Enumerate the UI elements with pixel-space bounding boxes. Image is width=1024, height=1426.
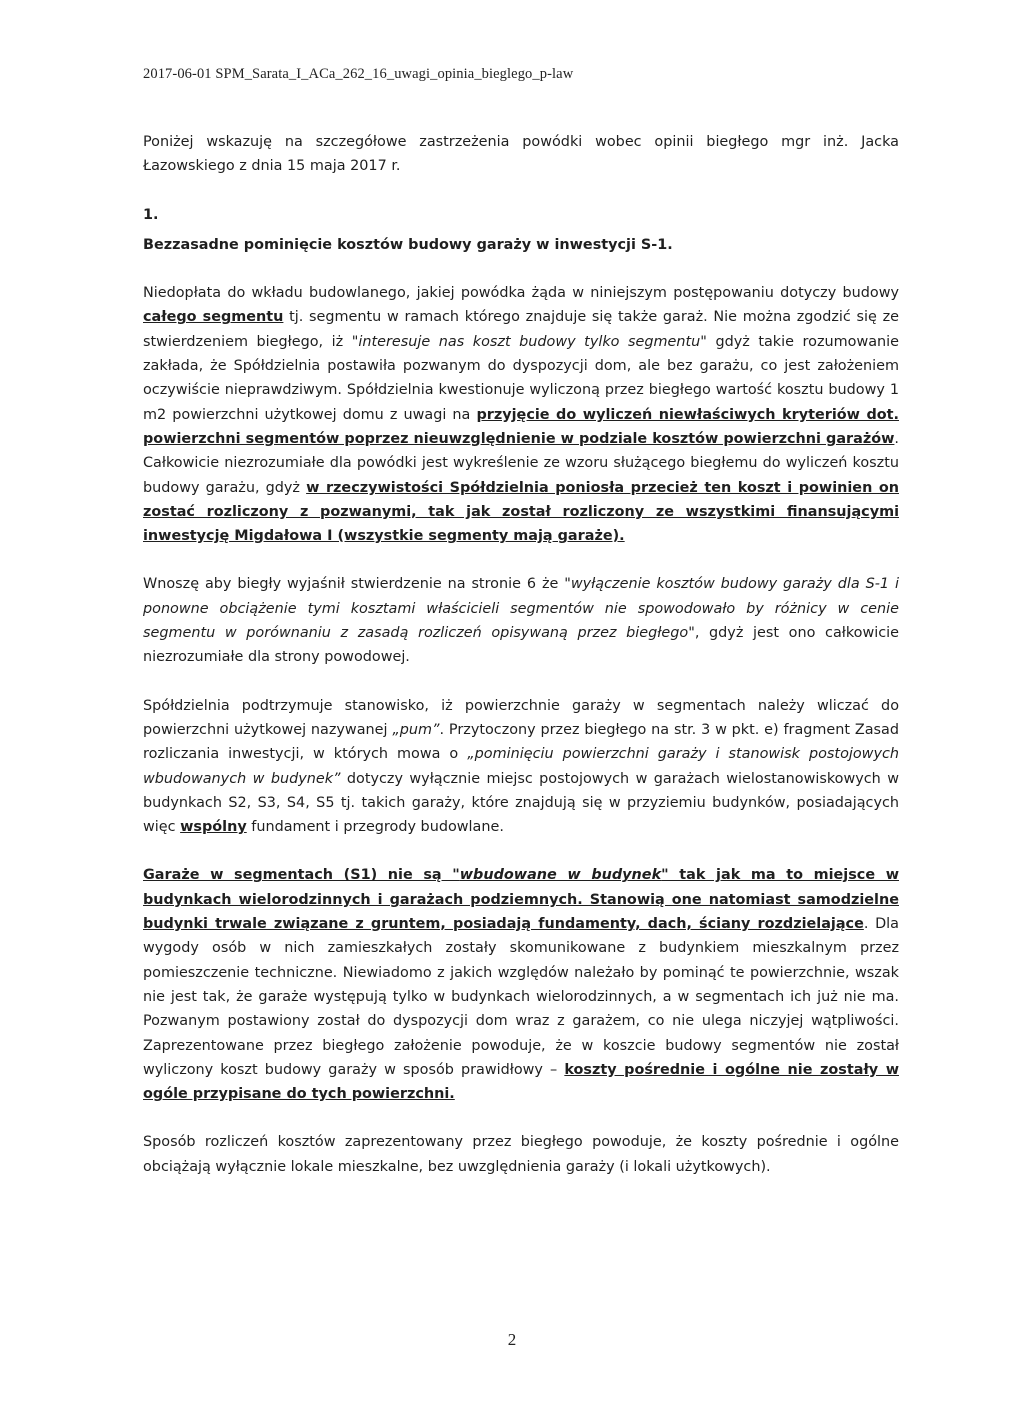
page-number: 2 bbox=[507, 1330, 517, 1349]
p4-text-1: . Dla wygody osób w nich zamieszkałych zostały skomunikowane z budynkiem mieszkalnym przez pomieszczenie techniczne. Niewiadomo z jakich względów należało by pominąć te powierzchnie, wszak nie jest tak, że garaże występują tylko w budynkach wielorodzinnych, a w segmentach ich już nie ma. Pozwanym postawiony został do dyspozycji dom wraz z garażem, co nie ulega niczyjej wątpliwości. Zaprezentowane przez biegłego założenie powoduje, że w koszcie budowy segmentów nie został wyliczony koszt budowy garaży w sposób prawidłowy – bbox=[143, 916, 899, 1078]
p3-text-1: Spółdzielnia podtrzymuje stanowisko, iż powierzchnie garaży w segmentach należy wliczać do powierzchni użytkowej nazywanej bbox=[143, 697, 899, 738]
p3-underline-wspolny: wspólny bbox=[180, 819, 247, 836]
p4-underline-italic: wbudowane w budynek bbox=[459, 867, 662, 884]
p3-text-3: dotyczy wyłącznie miejsc postojowych w garażach wielostanowiskowych w budynkach S2, S3, S4, S5 tj. takich garaży, które znajdują się w przyziemiu budynków, posiadających więc bbox=[143, 770, 899, 836]
p1-text-3: " gdyż takie rozumowanie zakłada, że Spółdzielnia postawiła pozwanym do dyspozycji dom, ale bez garażu, co jest założeniem oczywiście nieprawdziwym. Spółdzielnia kwestionuje wyliczoną przez biegłego wartość kosztu budowy 1 m2 powierzchni użytkowej domu z uwagi na bbox=[143, 333, 900, 423]
p1-underline-2: przyjęcie do wyliczeń niewłaściwych kryteriów dot. powierzchni segmentów poprzez nieuwzględnienie w podziale kosztów powierzchni garażów bbox=[143, 406, 899, 447]
p1-text-4: . Całkowicie niezrozumiałe dla powódki jest wykreślenie ze wzoru służącego biegłemu do wyliczeń kosztu budowy garażu, gdyż bbox=[143, 430, 899, 496]
intro-paragraph: Poniżej wskazuję na szczegółowe zastrzeżenia powódki wobec opinii biegłego mgr inż. Jacka Łazowskiego z dnia 15 maja 2017 r. bbox=[143, 134, 899, 175]
p3-text-4: fundament i przegrody budowlane. bbox=[246, 819, 504, 836]
p1-underline-1: całego segmentu bbox=[143, 309, 284, 326]
p3-italic-quote: „pominięciu powierzchni garaży i stanowisk postojowych wbudowanych w budynek” bbox=[143, 746, 899, 787]
p1-text-2: tj. segmentu w ramach którego znajduje się także garaż. Nie można zgodzić się ze stwierdzeniem biegłego, iż " bbox=[143, 309, 899, 350]
p1-underline-3: w rzeczywistości Spółdzielnia poniosła przecież ten koszt i powinien on zostać rozliczony z pozwanymi, tak jak został rozliczony ze wszystkimi finansującymi inwestycję Migdałowa I (wszystkie segmenty mają garaże). bbox=[143, 479, 899, 545]
p4-underline-1: Garaże w segmentach (S1) nie są " bbox=[143, 867, 460, 884]
p4-underline-3: koszty pośrednie i ogólne nie zostały w ogóle przypisane do tych powierzchni. bbox=[143, 1061, 899, 1103]
p3-italic-pum: „pum” bbox=[392, 721, 440, 738]
p1-italic-quote: interesuje nas koszt budowy tylko segmentu bbox=[358, 333, 701, 350]
p2-text-1: Wnoszę aby biegły wyjaśnił stwierdzenie na stronie 6 że " bbox=[143, 576, 571, 593]
document-header-filename: 2017-06-01 SPM_Sarata_I_ACa_262_16_uwagi_opinia_bieglego_p-law bbox=[143, 66, 574, 82]
paragraph-1 bbox=[143, 281, 899, 548]
p2-text-2: ", gdyż jest ono całkowicie niezrozumiałe dla strony powodowej. bbox=[143, 625, 900, 666]
paragraph-2 bbox=[143, 572, 899, 669]
p2-italic-quote: wyłączenie kosztów budowy garaży dla S-1 i ponowne obciążenie tymi kosztami właścicieli segmentów nie spowodowało by różnicy w cenie segmentu w porównaniu z zasadą rozliczeń opisywaną przez biegłego bbox=[143, 576, 899, 642]
section-title: Bezzasadne pominięcie kosztów budowy garaży w inwestycji S-1. bbox=[143, 236, 673, 253]
p1-text-1: Niedopłata do wkładu budowlanego, jakiej powódka żąda w niniejszym postępowaniu dotyczy budowy bbox=[143, 285, 899, 302]
paragraph-5: Sposób rozliczeń kosztów zaprezentowany przez biegłego powoduje, że koszty pośrednie i ogólne obciążają wyłącznie lokale mieszkalne, bez uwzględnienia garaży (i lokali użytkowych). bbox=[143, 1134, 899, 1175]
p4-underline-2: " tak jak ma to miejsce w budynkach wielorodzinnych i garażach podziemnych. Stanowią one natomiast samodzielne budynki trwale związane z gruntem, posiadają fundamenty, dach, ściany rozdzielające bbox=[143, 867, 899, 933]
paragraph-3 bbox=[143, 694, 899, 840]
document-body bbox=[143, 130, 899, 1179]
section-number: 1. bbox=[143, 206, 159, 223]
p3-text-2: . Przytoczony przez biegłego na str. 3 w pkt. e) fragment Zasad rozliczania inwestycji, w których mowa o bbox=[143, 721, 900, 763]
paragraph-4 bbox=[143, 863, 899, 1106]
